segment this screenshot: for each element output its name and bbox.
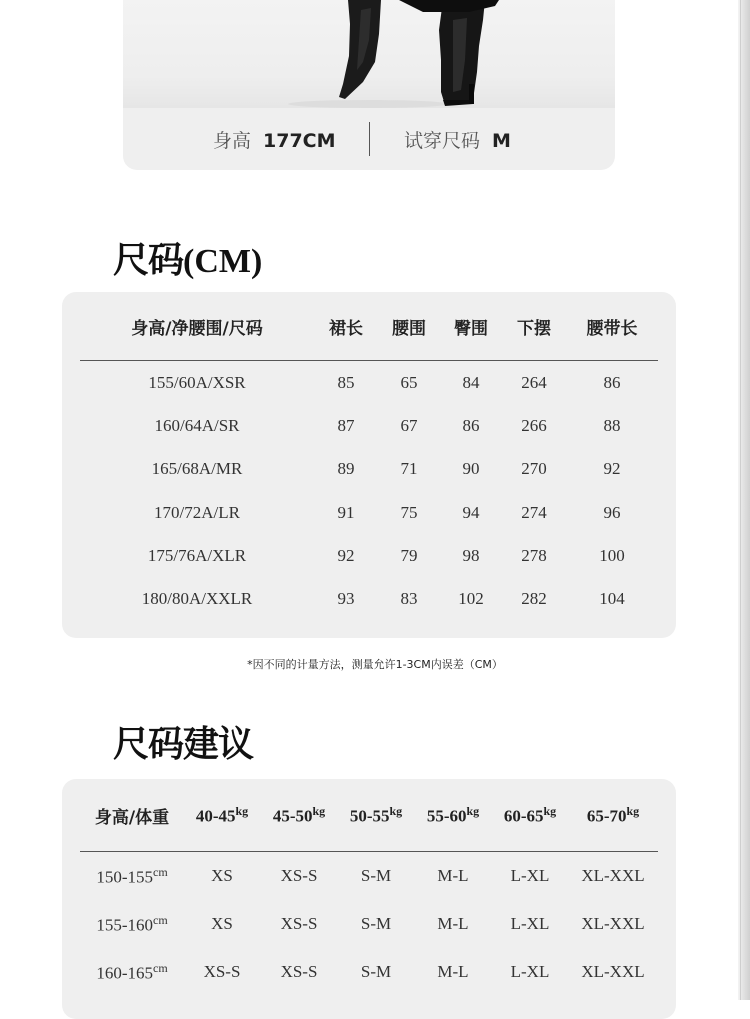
table-cell: 86 <box>462 416 480 436</box>
table-row <box>80 578 658 621</box>
weight-unit: kg <box>466 803 480 818</box>
table-cell: XL-XXL <box>581 962 645 981</box>
size-advice-panel <box>62 779 676 1019</box>
height-cell <box>80 900 184 948</box>
header-cell: 裙长 <box>314 292 378 361</box>
weight-unit: kg <box>235 803 249 818</box>
weight-range: 65-70 <box>586 806 627 826</box>
weight-range: 50-55 <box>349 806 390 826</box>
table-cell: 165/68A/MR <box>151 459 243 479</box>
table-row <box>80 948 658 996</box>
weight-unit: kg <box>389 803 403 818</box>
table-cell: 102 <box>458 589 484 609</box>
height-unit: cm <box>153 960 168 975</box>
table-cell: 94 <box>462 502 480 522</box>
size-chart-header-row <box>80 292 658 361</box>
table-cell: S-M <box>360 866 392 885</box>
table-row <box>80 405 658 448</box>
weight-header <box>414 779 492 852</box>
table-cell: 93 <box>337 589 355 609</box>
table-cell: 91 <box>337 502 355 522</box>
table-cell: 87 <box>337 416 355 436</box>
table-cell: 96 <box>603 502 621 522</box>
weight-range: 40-45 <box>195 806 236 826</box>
size-chart-title-unit: (CM) <box>183 243 263 280</box>
header-cell: 下摆 <box>502 292 566 361</box>
table-cell: S-M <box>360 914 392 933</box>
table-row <box>80 448 658 491</box>
header-cell: 腰带长 <box>566 292 658 361</box>
table-cell: 282 <box>521 589 547 609</box>
table-row <box>80 534 658 577</box>
model-card <box>123 0 615 170</box>
weight-range: 55-60 <box>426 806 467 826</box>
table-cell: XS <box>211 866 233 885</box>
boots-illustration <box>123 0 615 108</box>
table-cell: M-L <box>437 866 469 885</box>
weight-header <box>338 779 414 852</box>
table-cell: 71 <box>400 459 418 479</box>
model-photo <box>123 0 615 108</box>
table-cell: 65 <box>400 372 418 392</box>
header-cell: 身高/净腰围/尺码 <box>80 292 314 361</box>
table-cell: L-XL <box>510 962 550 981</box>
size-advice-header-row <box>80 779 658 852</box>
right-edge-bar <box>738 0 750 1000</box>
table-cell: 92 <box>337 546 355 566</box>
height-cell <box>80 852 184 901</box>
table-cell: 79 <box>400 546 418 566</box>
info-divider <box>369 122 370 156</box>
height-range: 160-165 <box>96 963 153 983</box>
table-cell: 160/64A/SR <box>154 416 240 436</box>
right-edge-line <box>740 0 741 1000</box>
table-cell: XL-XXL <box>581 914 645 933</box>
table-cell: M-L <box>437 914 469 933</box>
table-cell: XS-S <box>280 914 318 933</box>
table-cell: 92 <box>603 459 621 479</box>
table-row <box>80 852 658 901</box>
table-cell: 264 <box>521 372 547 392</box>
height-unit: cm <box>153 912 168 927</box>
table-cell: XS-S <box>280 962 318 981</box>
size-label: 试穿尺码 <box>404 130 481 152</box>
table-cell: 104 <box>599 589 625 609</box>
table-cell: 90 <box>462 459 480 479</box>
table-cell: 266 <box>521 416 547 436</box>
table-cell: 175/76A/XLR <box>147 546 247 566</box>
size-chart-title-cn: 尺码 <box>113 240 184 281</box>
height-value: 177CM <box>263 130 336 152</box>
table-cell: 75 <box>400 502 418 522</box>
table-cell: 67 <box>400 416 418 436</box>
table-cell: S-M <box>360 962 392 981</box>
size-chart-panel <box>62 292 676 638</box>
table-cell: 278 <box>521 546 547 566</box>
weight-header <box>492 779 568 852</box>
table-cell: XS-S <box>280 866 318 885</box>
table-cell: 83 <box>400 589 418 609</box>
table-cell: 270 <box>521 459 547 479</box>
table-cell: 89 <box>337 459 355 479</box>
table-cell: 86 <box>603 372 621 392</box>
size-chart-table <box>80 292 658 621</box>
table-cell: 85 <box>337 372 355 392</box>
weight-range: 60-65 <box>503 806 544 826</box>
weight-unit: kg <box>543 803 557 818</box>
table-cell: L-XL <box>510 866 550 885</box>
height-cell <box>80 948 184 996</box>
model-info-row <box>123 108 615 170</box>
height-unit: cm <box>153 864 168 879</box>
weight-header <box>260 779 338 852</box>
table-row <box>80 900 658 948</box>
size-advice-title: 尺码建议 <box>113 724 254 765</box>
height-range: 155-160 <box>96 915 153 935</box>
table-row <box>80 361 658 405</box>
header-cell: 臀围 <box>440 292 502 361</box>
model-size <box>404 126 511 153</box>
height-range: 150-155 <box>96 867 153 887</box>
measurement-note: *因不同的计量方法，测量允许1-3CM内误差（CM） <box>247 658 503 671</box>
table-cell: 88 <box>603 416 621 436</box>
table-cell: XS-S <box>203 962 241 981</box>
weight-range: 45-50 <box>272 806 313 826</box>
table-cell: 170/72A/LR <box>154 502 240 522</box>
weight-unit: kg <box>626 803 640 818</box>
size-chart-title <box>113 232 262 283</box>
table-cell: M-L <box>437 962 469 981</box>
height-label: 身高 <box>213 130 252 152</box>
corner-header: 身高/体重 <box>80 779 184 852</box>
table-cell: XS <box>211 914 233 933</box>
table-cell: 98 <box>462 546 480 566</box>
table-row <box>80 491 658 534</box>
table-cell: 100 <box>599 546 625 566</box>
size-value: M <box>492 130 511 152</box>
table-cell: XL-XXL <box>581 866 645 885</box>
table-cell: 274 <box>521 502 547 522</box>
model-height <box>213 126 336 153</box>
header-cell: 腰围 <box>378 292 440 361</box>
table-cell: 155/60A/XSR <box>148 372 246 392</box>
weight-header <box>184 779 260 852</box>
table-cell: L-XL <box>510 914 550 933</box>
size-advice-table <box>80 779 658 996</box>
table-cell: 180/80A/XXLR <box>141 589 253 609</box>
table-cell: 84 <box>462 372 480 392</box>
weight-unit: kg <box>312 803 326 818</box>
weight-header <box>568 779 658 852</box>
